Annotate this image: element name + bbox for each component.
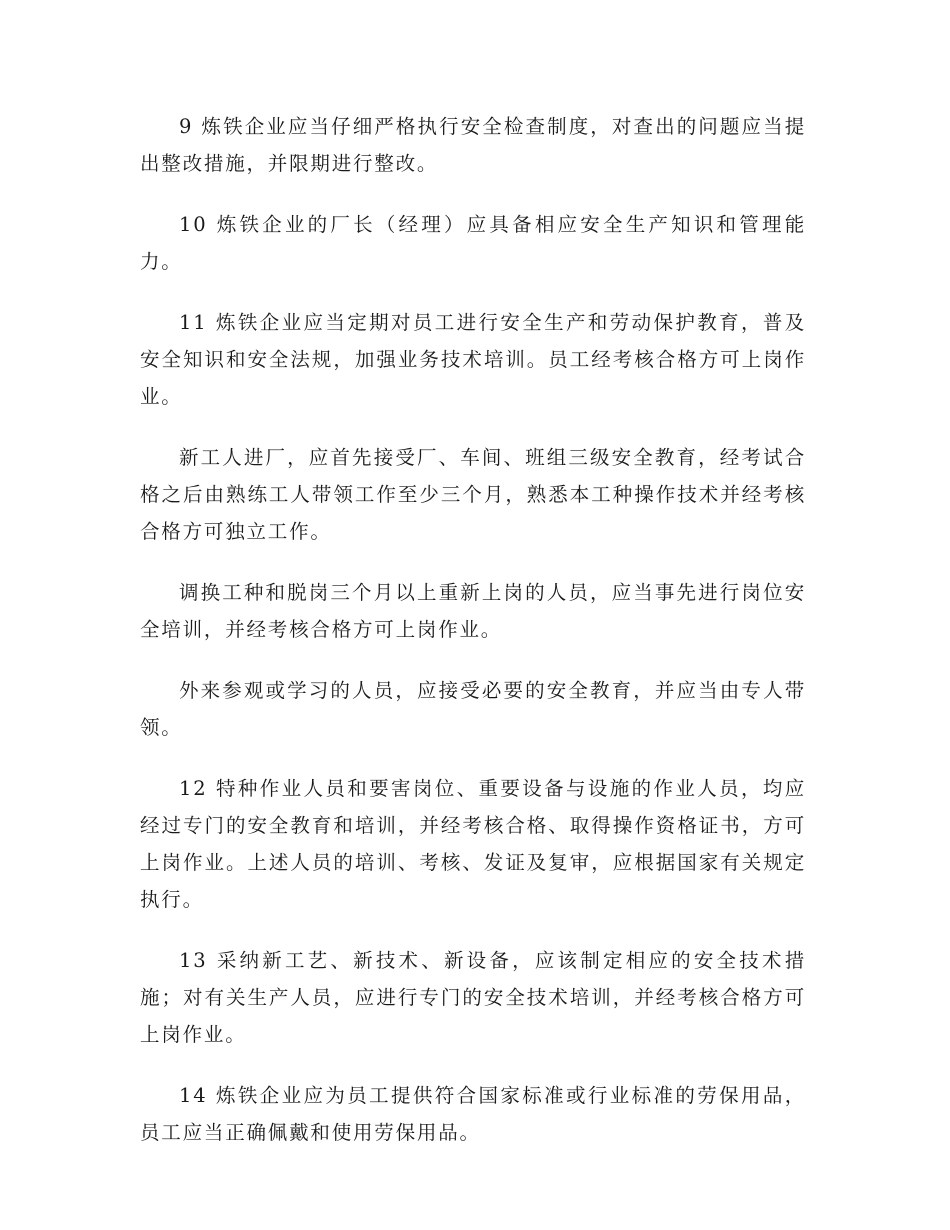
paragraph-visitors: 外来参观或学习的人员，应接受必要的安全教育，并应当由专人带领。 <box>140 679 806 739</box>
paragraph-item-10: 10 炼铁企业的厂长（经理）应具备相应安全生产知识和管理能力。 <box>140 213 806 273</box>
paragraph-item-14: 14 炼铁企业应为员工提供符合国家标准或行业标准的劳保用品，员工应当正确佩戴和使用劳保用品。 <box>140 1084 806 1144</box>
paragraph-item-11: 11 炼铁企业应当定期对员工进行安全生产和劳动保护教育，普及安全知识和安全法规，加强业务技术培训。员工经考核合格方可上岗作业。 <box>140 311 806 408</box>
paragraph-item-13: 13 采纳新工艺、新技术、新设备，应该制定相应的安全技术措施；对有关生产人员，应进行专门的安全技术培训，并经考核合格方可上岗作业。 <box>140 949 806 1046</box>
paragraph-job-transfer: 调换工种和脱岗三个月以上重新上岗的人员，应当事先进行岗位安全培训，并经考核合格方可上岗作业。 <box>140 581 806 641</box>
document-body <box>140 108 806 1175</box>
paragraph-item-12: 12 特种作业人员和要害岗位、重要设备与设施的作业人员，均应经过专门的安全教育和培训，并经考核合格、取得操作资格证书，方可上岗作业。上述人员的培训、考核、发证及复审，应根据国家有关规定执行。 <box>140 777 806 911</box>
paragraph-item-9: 9 炼铁企业应当仔细严格执行安全检查制度，对查出的问题应当提出整改措施，并限期进行整改。 <box>140 115 806 175</box>
paragraph-new-workers: 新工人进厂，应首先接受厂、车间、班组三级安全教育，经考试合格之后由熟练工人带领工作至少三个月，熟悉本工种操作技术并经考核合格方可独立工作。 <box>140 446 806 543</box>
